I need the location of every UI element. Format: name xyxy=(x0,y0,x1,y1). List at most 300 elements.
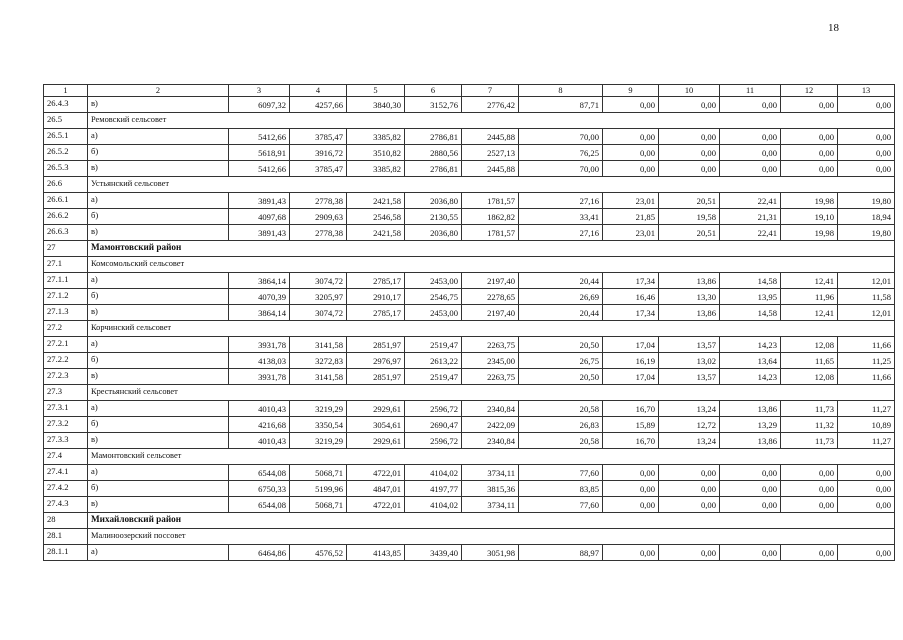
value-cell: 2278,65 xyxy=(462,289,519,305)
value-cell: 2929,61 xyxy=(347,433,405,449)
table-row xyxy=(44,465,895,481)
table-row xyxy=(44,145,895,161)
value-cell: 3891,43 xyxy=(229,193,290,209)
section-code: 27.2 xyxy=(44,321,88,337)
row-subitem: в) xyxy=(88,497,229,513)
value-cell: 22,41 xyxy=(720,225,781,241)
value-cell: 3051,98 xyxy=(462,545,519,561)
value-cell: 14,58 xyxy=(720,305,781,321)
value-cell: 0,00 xyxy=(720,465,781,481)
row-code: 26.4.3 xyxy=(44,97,88,113)
row-code: 27.4.3 xyxy=(44,497,88,513)
value-cell: 0,00 xyxy=(720,97,781,113)
value-cell: 2527,13 xyxy=(462,145,519,161)
value-cell: 3840,30 xyxy=(347,97,405,113)
row-code: 26.6.3 xyxy=(44,225,88,241)
value-cell: 3074,72 xyxy=(290,305,347,321)
value-cell: 0,00 xyxy=(838,545,895,561)
value-cell: 6097,32 xyxy=(229,97,290,113)
value-cell: 0,00 xyxy=(838,465,895,481)
value-cell: 27,16 xyxy=(519,193,603,209)
value-cell: 77,60 xyxy=(519,497,603,513)
table-row xyxy=(44,161,895,177)
value-cell: 26,75 xyxy=(519,353,603,369)
value-cell: 0,00 xyxy=(720,545,781,561)
value-cell: 20,58 xyxy=(519,401,603,417)
section-code: 27.4 xyxy=(44,449,88,465)
value-cell: 11,32 xyxy=(781,417,838,433)
value-cell: 13,95 xyxy=(720,289,781,305)
row-subitem: а) xyxy=(88,129,229,145)
value-cell: 1781,57 xyxy=(462,225,519,241)
value-cell: 23,01 xyxy=(603,193,659,209)
row-code: 28.1.1 xyxy=(44,545,88,561)
value-cell: 2546,75 xyxy=(405,289,462,305)
value-cell: 19,10 xyxy=(781,209,838,225)
table-row xyxy=(44,97,895,113)
value-cell: 1862,82 xyxy=(462,209,519,225)
value-cell: 27,16 xyxy=(519,225,603,241)
section-code: 26.6 xyxy=(44,177,88,193)
value-cell: 14,58 xyxy=(720,273,781,289)
value-cell: 3864,14 xyxy=(229,273,290,289)
row-code: 27.2.2 xyxy=(44,353,88,369)
district-code: 28 xyxy=(44,513,88,529)
value-cell: 4010,43 xyxy=(229,433,290,449)
value-cell: 3734,11 xyxy=(462,465,519,481)
value-cell: 12,41 xyxy=(781,305,838,321)
value-cell: 0,00 xyxy=(659,97,720,113)
value-cell: 3272,83 xyxy=(290,353,347,369)
value-cell: 20,44 xyxy=(519,273,603,289)
table-row xyxy=(44,209,895,225)
value-cell: 3931,78 xyxy=(229,369,290,385)
value-cell: 88,97 xyxy=(519,545,603,561)
district-name: Мамонтовский район xyxy=(88,241,895,257)
row-code: 26.5.2 xyxy=(44,145,88,161)
column-header: 1 xyxy=(44,85,88,97)
section-row xyxy=(44,257,895,273)
value-cell: 4104,02 xyxy=(405,465,462,481)
value-cell: 11,25 xyxy=(838,353,895,369)
table-row xyxy=(44,305,895,321)
table-row xyxy=(44,545,895,561)
row-subitem: в) xyxy=(88,225,229,241)
value-cell: 3219,29 xyxy=(290,401,347,417)
value-cell: 0,00 xyxy=(781,481,838,497)
row-subitem: в) xyxy=(88,433,229,449)
row-subitem: б) xyxy=(88,481,229,497)
row-subitem: в) xyxy=(88,369,229,385)
value-cell: 0,00 xyxy=(720,145,781,161)
value-cell: 13,02 xyxy=(659,353,720,369)
value-cell: 6464,86 xyxy=(229,545,290,561)
section-name: Ремовский сельсовет xyxy=(88,113,895,129)
table-row xyxy=(44,433,895,449)
row-subitem: а) xyxy=(88,273,229,289)
value-cell: 26,69 xyxy=(519,289,603,305)
section-name: Крестьянский сельсовет xyxy=(88,385,895,401)
value-cell: 13,57 xyxy=(659,369,720,385)
value-cell: 0,00 xyxy=(603,97,659,113)
value-cell: 2453,00 xyxy=(405,273,462,289)
value-cell: 0,00 xyxy=(838,129,895,145)
value-cell: 16,70 xyxy=(603,433,659,449)
section-name: Устьянский сельсовет xyxy=(88,177,895,193)
row-subitem: б) xyxy=(88,353,229,369)
value-cell: 4070,39 xyxy=(229,289,290,305)
value-cell: 19,80 xyxy=(838,193,895,209)
column-header: 7 xyxy=(462,85,519,97)
value-cell: 4722,01 xyxy=(347,497,405,513)
value-cell: 0,00 xyxy=(659,481,720,497)
row-code: 27.4.2 xyxy=(44,481,88,497)
value-cell: 2546,58 xyxy=(347,209,405,225)
value-cell: 5068,71 xyxy=(290,465,347,481)
value-cell: 2909,63 xyxy=(290,209,347,225)
row-code: 27.1.1 xyxy=(44,273,88,289)
value-cell: 13,86 xyxy=(720,433,781,449)
value-cell: 16,46 xyxy=(603,289,659,305)
value-cell: 12,72 xyxy=(659,417,720,433)
column-header: 9 xyxy=(603,85,659,97)
value-cell: 87,71 xyxy=(519,97,603,113)
value-cell: 14,23 xyxy=(720,337,781,353)
value-cell: 3219,29 xyxy=(290,433,347,449)
value-cell: 12,01 xyxy=(838,305,895,321)
value-cell: 19,98 xyxy=(781,225,838,241)
value-cell: 0,00 xyxy=(781,497,838,513)
value-cell: 19,98 xyxy=(781,193,838,209)
value-cell: 3385,82 xyxy=(347,129,405,145)
value-cell: 0,00 xyxy=(781,465,838,481)
value-cell: 0,00 xyxy=(781,97,838,113)
value-cell: 4097,68 xyxy=(229,209,290,225)
column-header: 11 xyxy=(720,85,781,97)
value-cell: 2340,84 xyxy=(462,433,519,449)
value-cell: 5412,66 xyxy=(229,129,290,145)
value-cell: 19,58 xyxy=(659,209,720,225)
value-cell: 12,01 xyxy=(838,273,895,289)
value-cell: 4576,52 xyxy=(290,545,347,561)
value-cell: 70,00 xyxy=(519,161,603,177)
value-cell: 11,58 xyxy=(838,289,895,305)
value-cell: 3734,11 xyxy=(462,497,519,513)
value-cell: 2851,97 xyxy=(347,337,405,353)
value-cell: 17,34 xyxy=(603,305,659,321)
value-cell: 6544,08 xyxy=(229,465,290,481)
row-subitem: б) xyxy=(88,289,229,305)
row-code: 26.6.2 xyxy=(44,209,88,225)
value-cell: 2445,88 xyxy=(462,129,519,145)
value-cell: 2786,81 xyxy=(405,161,462,177)
value-cell: 33,41 xyxy=(519,209,603,225)
value-cell: 0,00 xyxy=(838,97,895,113)
value-cell: 0,00 xyxy=(659,161,720,177)
value-cell: 13,24 xyxy=(659,401,720,417)
value-cell: 19,80 xyxy=(838,225,895,241)
section-row xyxy=(44,385,895,401)
row-code: 27.2.1 xyxy=(44,337,88,353)
value-cell: 3385,82 xyxy=(347,161,405,177)
value-cell: 2036,80 xyxy=(405,225,462,241)
value-cell: 0,00 xyxy=(781,145,838,161)
value-cell: 11,73 xyxy=(781,433,838,449)
value-cell: 3864,14 xyxy=(229,305,290,321)
column-header: 2 xyxy=(88,85,229,97)
value-cell: 3785,47 xyxy=(290,161,347,177)
value-cell: 21,31 xyxy=(720,209,781,225)
value-cell: 0,00 xyxy=(603,497,659,513)
table-body xyxy=(44,85,895,561)
row-subitem: а) xyxy=(88,193,229,209)
column-header: 12 xyxy=(781,85,838,97)
value-cell: 2910,17 xyxy=(347,289,405,305)
row-subitem: а) xyxy=(88,465,229,481)
value-cell: 18,94 xyxy=(838,209,895,225)
value-cell: 13,86 xyxy=(720,401,781,417)
value-cell: 11,96 xyxy=(781,289,838,305)
value-cell: 0,00 xyxy=(603,129,659,145)
value-cell: 0,00 xyxy=(781,129,838,145)
row-subitem: а) xyxy=(88,337,229,353)
value-cell: 21,85 xyxy=(603,209,659,225)
table-row xyxy=(44,353,895,369)
value-cell: 0,00 xyxy=(603,161,659,177)
value-cell: 5618,91 xyxy=(229,145,290,161)
value-cell: 20,50 xyxy=(519,337,603,353)
section-code: 26.5 xyxy=(44,113,88,129)
value-cell: 17,04 xyxy=(603,337,659,353)
row-code: 26.6.1 xyxy=(44,193,88,209)
value-cell: 2929,61 xyxy=(347,401,405,417)
value-cell: 4847,01 xyxy=(347,481,405,497)
row-code: 27.3.3 xyxy=(44,433,88,449)
row-subitem: а) xyxy=(88,401,229,417)
value-cell: 1781,57 xyxy=(462,193,519,209)
value-cell: 2453,00 xyxy=(405,305,462,321)
value-cell: 11,27 xyxy=(838,401,895,417)
value-cell: 2778,38 xyxy=(290,225,347,241)
value-cell: 76,25 xyxy=(519,145,603,161)
section-name: Корчинский сельсовет xyxy=(88,321,895,337)
value-cell: 2785,17 xyxy=(347,305,405,321)
value-cell: 10,89 xyxy=(838,417,895,433)
value-cell: 4138,03 xyxy=(229,353,290,369)
value-cell: 0,00 xyxy=(781,161,838,177)
value-cell: 0,00 xyxy=(659,497,720,513)
value-cell: 83,85 xyxy=(519,481,603,497)
value-cell: 22,41 xyxy=(720,193,781,209)
column-header: 6 xyxy=(405,85,462,97)
value-cell: 12,08 xyxy=(781,369,838,385)
value-cell: 2778,38 xyxy=(290,193,347,209)
value-cell: 4257,66 xyxy=(290,97,347,113)
value-cell: 4104,02 xyxy=(405,497,462,513)
value-cell: 2445,88 xyxy=(462,161,519,177)
value-cell: 2263,75 xyxy=(462,369,519,385)
value-cell: 2880,56 xyxy=(405,145,462,161)
value-cell: 0,00 xyxy=(720,129,781,145)
value-cell: 2786,81 xyxy=(405,129,462,145)
value-cell: 3074,72 xyxy=(290,273,347,289)
value-cell: 0,00 xyxy=(603,545,659,561)
value-cell: 5412,66 xyxy=(229,161,290,177)
value-cell: 2976,97 xyxy=(347,353,405,369)
section-code: 28.1 xyxy=(44,529,88,545)
value-cell: 20,51 xyxy=(659,225,720,241)
table-row xyxy=(44,129,895,145)
row-code: 27.2.3 xyxy=(44,369,88,385)
row-code: 26.5.3 xyxy=(44,161,88,177)
value-cell: 13,30 xyxy=(659,289,720,305)
table-row xyxy=(44,337,895,353)
value-cell: 2263,75 xyxy=(462,337,519,353)
value-cell: 3916,72 xyxy=(290,145,347,161)
row-subitem: б) xyxy=(88,209,229,225)
table-row xyxy=(44,481,895,497)
value-cell: 70,00 xyxy=(519,129,603,145)
value-cell: 0,00 xyxy=(659,465,720,481)
value-cell: 4722,01 xyxy=(347,465,405,481)
value-cell: 13,86 xyxy=(659,305,720,321)
table-row xyxy=(44,273,895,289)
value-cell: 0,00 xyxy=(838,161,895,177)
section-code: 27.3 xyxy=(44,385,88,401)
row-code: 27.1.2 xyxy=(44,289,88,305)
value-cell: 0,00 xyxy=(838,145,895,161)
value-cell: 3510,82 xyxy=(347,145,405,161)
value-cell: 2345,00 xyxy=(462,353,519,369)
value-cell: 2421,58 xyxy=(347,225,405,241)
value-cell: 3891,43 xyxy=(229,225,290,241)
value-cell: 2036,80 xyxy=(405,193,462,209)
table-row xyxy=(44,369,895,385)
row-code: 27.1.3 xyxy=(44,305,88,321)
section-name: Мамонтовский сельсовет xyxy=(88,449,895,465)
value-cell: 13,86 xyxy=(659,273,720,289)
value-cell: 3350,54 xyxy=(290,417,347,433)
value-cell: 16,19 xyxy=(603,353,659,369)
value-cell: 11,27 xyxy=(838,433,895,449)
value-cell: 4143,85 xyxy=(347,545,405,561)
value-cell: 2776,42 xyxy=(462,97,519,113)
value-cell: 3141,58 xyxy=(290,369,347,385)
value-cell: 2851,97 xyxy=(347,369,405,385)
section-row xyxy=(44,449,895,465)
table-row xyxy=(44,497,895,513)
value-cell: 4197,77 xyxy=(405,481,462,497)
value-cell: 11,66 xyxy=(838,369,895,385)
value-cell: 0,00 xyxy=(659,545,720,561)
value-cell: 17,04 xyxy=(603,369,659,385)
value-cell: 2690,47 xyxy=(405,417,462,433)
value-cell: 2613,22 xyxy=(405,353,462,369)
header-row xyxy=(44,85,895,97)
value-cell: 2519,47 xyxy=(405,337,462,353)
value-cell: 13,64 xyxy=(720,353,781,369)
value-cell: 3931,78 xyxy=(229,337,290,353)
table-row xyxy=(44,401,895,417)
value-cell: 3815,36 xyxy=(462,481,519,497)
table-row xyxy=(44,289,895,305)
value-cell: 4010,43 xyxy=(229,401,290,417)
column-header: 13 xyxy=(838,85,895,97)
row-code: 27.3.1 xyxy=(44,401,88,417)
value-cell: 14,23 xyxy=(720,369,781,385)
column-header: 4 xyxy=(290,85,347,97)
value-cell: 2421,58 xyxy=(347,193,405,209)
value-cell: 15,89 xyxy=(603,417,659,433)
value-cell: 20,58 xyxy=(519,433,603,449)
value-cell: 0,00 xyxy=(603,481,659,497)
value-cell: 13,29 xyxy=(720,417,781,433)
section-name: Комсомольский сельсовет xyxy=(88,257,895,273)
value-cell: 77,60 xyxy=(519,465,603,481)
district-row xyxy=(44,241,895,257)
value-cell: 12,41 xyxy=(781,273,838,289)
page-number: 18 xyxy=(828,22,839,34)
table-row xyxy=(44,417,895,433)
row-subitem: в) xyxy=(88,97,229,113)
value-cell: 2340,84 xyxy=(462,401,519,417)
tariff-table xyxy=(43,84,895,561)
value-cell: 5199,96 xyxy=(290,481,347,497)
row-code: 27.3.2 xyxy=(44,417,88,433)
column-header: 3 xyxy=(229,85,290,97)
value-cell: 23,01 xyxy=(603,225,659,241)
column-header: 10 xyxy=(659,85,720,97)
value-cell: 3439,40 xyxy=(405,545,462,561)
row-subitem: а) xyxy=(88,545,229,561)
district-row xyxy=(44,513,895,529)
value-cell: 0,00 xyxy=(720,481,781,497)
row-code: 26.5.1 xyxy=(44,129,88,145)
column-header: 8 xyxy=(519,85,603,97)
section-row xyxy=(44,529,895,545)
value-cell: 0,00 xyxy=(720,497,781,513)
value-cell: 2197,40 xyxy=(462,305,519,321)
district-name: Михайловский район xyxy=(88,513,895,529)
value-cell: 0,00 xyxy=(838,481,895,497)
value-cell: 16,70 xyxy=(603,401,659,417)
row-subitem: в) xyxy=(88,305,229,321)
value-cell: 0,00 xyxy=(603,145,659,161)
value-cell: 12,08 xyxy=(781,337,838,353)
row-subitem: б) xyxy=(88,145,229,161)
value-cell: 0,00 xyxy=(659,129,720,145)
table-row xyxy=(44,193,895,209)
value-cell: 2197,40 xyxy=(462,273,519,289)
value-cell: 0,00 xyxy=(603,465,659,481)
value-cell: 3054,61 xyxy=(347,417,405,433)
value-cell: 3785,47 xyxy=(290,129,347,145)
value-cell: 11,66 xyxy=(838,337,895,353)
value-cell: 3141,58 xyxy=(290,337,347,353)
value-cell: 6750,33 xyxy=(229,481,290,497)
value-cell: 2130,55 xyxy=(405,209,462,225)
section-code: 27.1 xyxy=(44,257,88,273)
value-cell: 26,83 xyxy=(519,417,603,433)
section-row xyxy=(44,113,895,129)
value-cell: 2422,09 xyxy=(462,417,519,433)
value-cell: 11,73 xyxy=(781,401,838,417)
table-row xyxy=(44,225,895,241)
value-cell: 13,57 xyxy=(659,337,720,353)
district-code: 27 xyxy=(44,241,88,257)
value-cell: 20,50 xyxy=(519,369,603,385)
value-cell: 0,00 xyxy=(659,145,720,161)
